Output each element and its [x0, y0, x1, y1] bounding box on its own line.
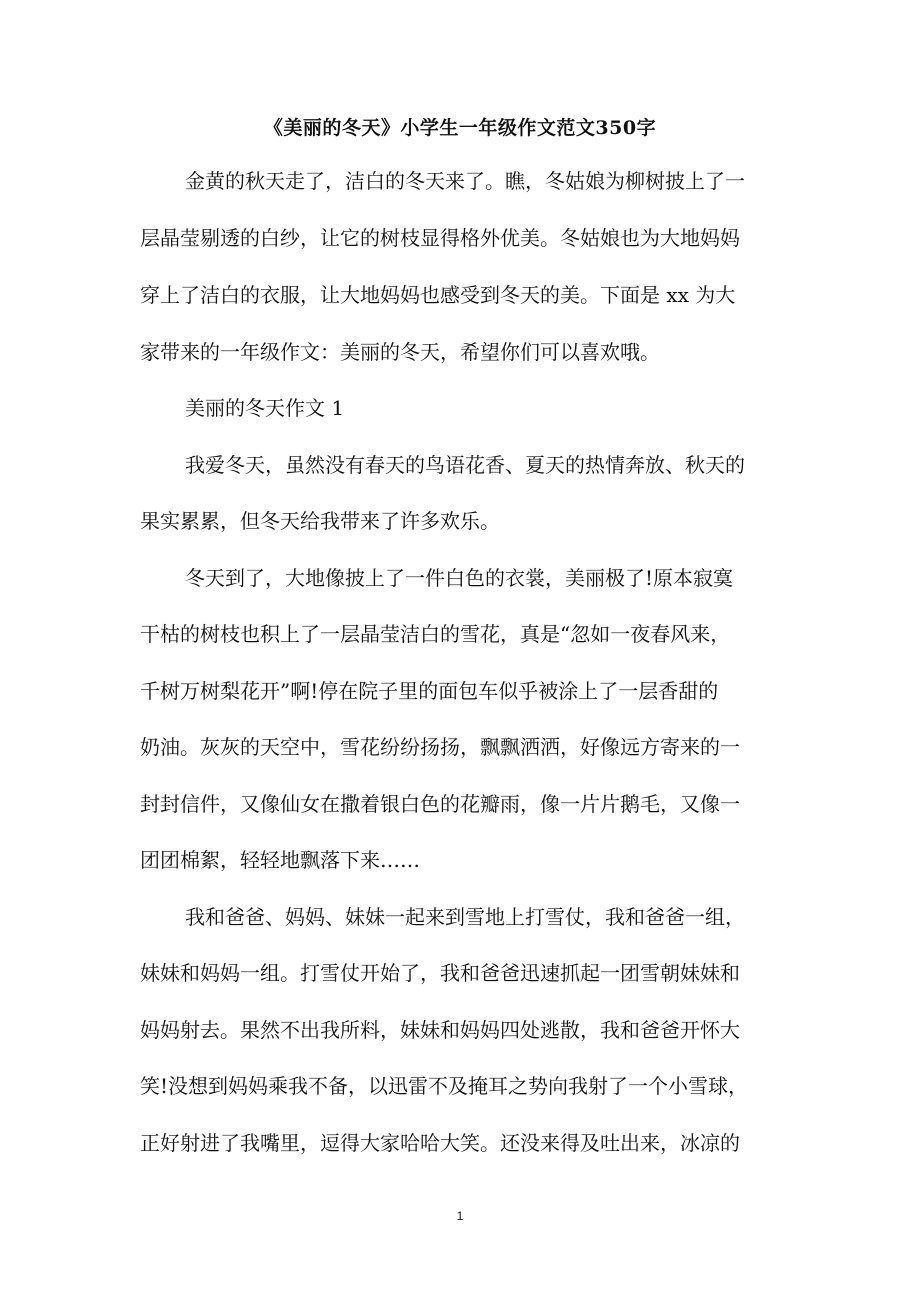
text-line: 干枯的树枝也积上了一层晶莹洁白的雪花，真是“忽如一夜春风来， — [140, 622, 731, 646]
text-line: 妈妈射去。果然不出我所料，妹妹和妈妈四处逃散，我和爸爸开怀大 — [140, 1018, 740, 1042]
text-line: 层晶莹剔透的白纱，让它的树枝显得格外优美。冬姑娘也为大地妈妈 — [140, 226, 740, 250]
text-line: 我爱冬天，虽然没有春天的鸟语花香、夏天的热情奔放、秋天的 — [185, 453, 745, 477]
text-line: 穿上了洁白的衣服，让大地妈妈也感受到冬天的美。下面是 xx 为大 — [140, 283, 736, 307]
text-line: 妹妹和妈妈一组。打雪仗开始了，我和爸爸迅速抓起一团雪朝妹妹和 — [140, 961, 740, 985]
text-line: 笑!没想到妈妈乘我不备，以迅雷不及掩耳之势向我射了一个小雪球， — [140, 1074, 749, 1098]
text-line: 冬天到了，大地像披上了一件白色的衣裳，美丽极了!原本寂寞 — [185, 566, 734, 590]
text-line: 家带来的一年级作文：美丽的冬天，希望你们可以喜欢哦。 — [140, 340, 660, 364]
text-line: 果实累累，但冬天给我带来了许多欢乐。 — [140, 509, 500, 533]
document-title: 《美丽的冬天》小学生一年级作文范文350字 — [263, 117, 657, 139]
text-line: 奶油。灰灰的天空中，雪花纷纷扬扬，飘飘洒洒，好像远方寄来的一 — [140, 735, 740, 759]
text-line: 正好射进了我嘴里，逗得大家哈哈大笑。还没来得及吐出来，冰凉的 — [140, 1131, 740, 1155]
text-line: 我和爸爸、妈妈、妹妹一起来到雪地上打雪仗，我和爸爸一组， — [185, 905, 745, 929]
text-line: 千树万树梨花开”啊!停在院子里的面包车似乎被涂上了一层香甜的 — [140, 679, 719, 703]
text-line: 封封信件，又像仙女在撒着银白色的花瓣雨，像一片片鹅毛，又像一 — [140, 792, 740, 816]
section-heading: 美丽的冬天作文 1 — [185, 396, 345, 420]
text-line: 团团棉絮，轻轻地飘落下来…… — [140, 848, 420, 872]
page-number: 1 — [456, 1209, 464, 1223]
text-line: 金黄的秋天走了，洁白的冬天来了。瞧，冬姑娘为柳树披上了一 — [185, 169, 745, 193]
